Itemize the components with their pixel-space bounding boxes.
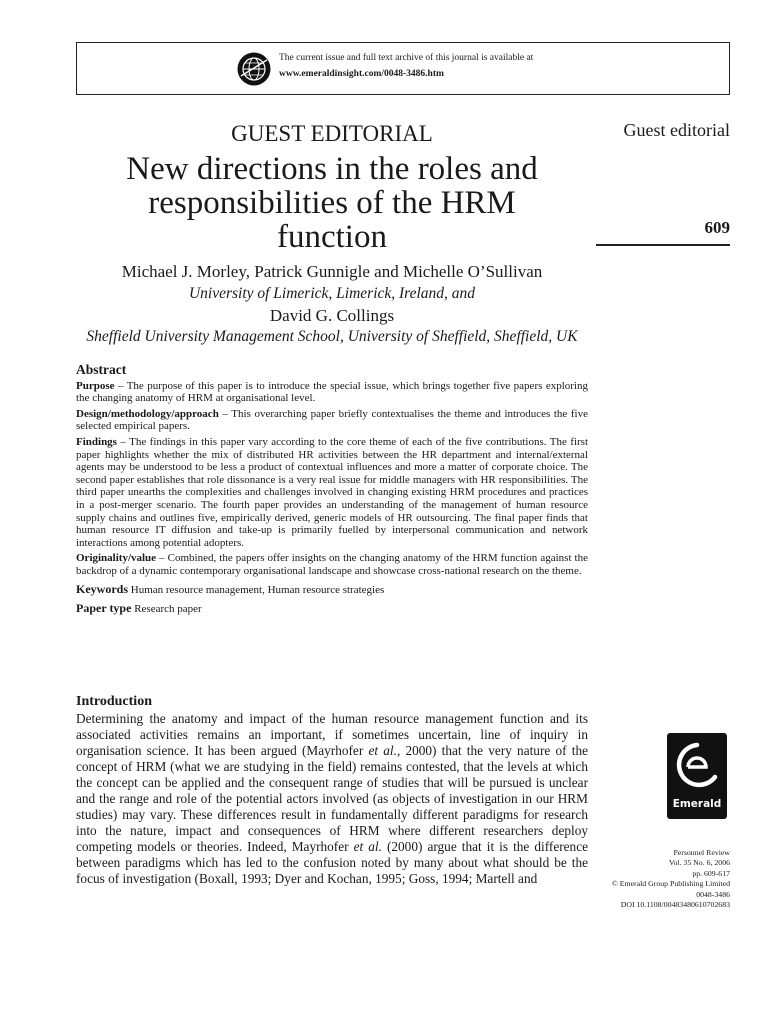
abstract-text: – The findings in this paper vary according to the core theme of each of the five contributions. The first paper highlights whether the mix of distributed HR activities between the HR department and internal/external agents may be understood to be less a product of contextual influences and more a matter of corporate choice. The second paper establishes that role dissonance is a very real issue for middle managers with HR responsibilities. The third paper unearths the complexities and challenges involved in changing existing HRM procedures and practices in a post-merger scenario. The fourth paper provides an understanding of the management of human resource supply chains and outlines five, empirically derived, generic models of HR outsourcing. The final paper finds that human resource IT diffusion and take-up is primarily fuelled by interpersonal communication and network interactions among potential adopters. xyxy=(76,435,588,549)
abstract-purpose xyxy=(76,380,588,405)
body-text: (2000) argue that it is the difference between paradigms which has led to the confusion noted by many about what should be the focus of investigation (Boxall, 1993; Dyer and Kochan, 1995; Goss, 1994; Martell and xyxy=(76,839,588,886)
emerald-logo xyxy=(667,733,727,819)
abstract-label: Originality/value xyxy=(76,552,157,565)
abstract-originality xyxy=(76,552,588,577)
globe-icon xyxy=(237,52,271,86)
introduction-paragraph xyxy=(76,711,588,887)
title-line: function xyxy=(277,219,387,255)
issn: 0048-3486 xyxy=(696,889,730,899)
abstract-text: – The purpose of this paper is to introduce the special issue, which brings together five papers exploring the changing anatomy of HRM at organisational level. xyxy=(76,379,588,405)
abstract-section xyxy=(76,364,588,619)
author-list: Michael J. Morley, Patrick Gunnigle and Michelle O’Sullivan xyxy=(121,262,543,281)
introduction-section xyxy=(76,694,588,887)
running-section-label: Guest editorial xyxy=(623,120,730,140)
abstract-text: – Combined, the papers offer insights on the changing anatomy of the HRM function against the backdrop of a dynamic contemporary organisational landscape and showcase cross-national research on the theme. xyxy=(76,552,588,577)
citation-etal: et al. xyxy=(368,743,397,758)
paper-type-text: Research paper xyxy=(131,603,202,616)
affiliation: University of Limerick, Limerick, Ireland, and xyxy=(188,285,476,302)
margin-rule xyxy=(596,244,730,246)
paper-type xyxy=(76,602,588,616)
keywords-text: Human resource management, Human resource strategies xyxy=(128,583,385,596)
volume-info: Vol. 35 No. 6, 2006 xyxy=(668,858,730,868)
section-label: GUEST EDITORIAL xyxy=(231,121,433,146)
abstract-text: – This overarching paper briefly contextualises the theme and introduces the five selected empirical papers. xyxy=(76,407,588,433)
introduction-heading: Introduction xyxy=(76,694,152,709)
page-range: pp. 609-617 xyxy=(692,868,730,878)
journal-url-link[interactable]: www.emeraldinsight.com/0048-3486.htm xyxy=(279,69,444,79)
page-number: 609 xyxy=(704,218,730,237)
body-text: Determining the anatomy and impact of the human resource management function and its associated activities remains an important, if sometimes uncertain, line of inquiry in organisation science. It has been argued (Mayrhofer xyxy=(76,711,588,758)
abstract-label: Purpose xyxy=(76,379,115,392)
abstract-label: Design/methodology/approach xyxy=(76,407,219,420)
title-line: responsibilities of the HRM xyxy=(148,185,516,221)
abstract-label: Findings xyxy=(76,435,117,448)
copyright: © Emerald Group Publishing Limited xyxy=(611,879,730,889)
journal-name: Personnel Review xyxy=(673,848,730,857)
author-list: David G. Collings xyxy=(269,306,395,325)
paper-type-label: Paper type xyxy=(76,601,132,616)
logo-wordmark: Emerald xyxy=(672,798,722,810)
doi: DOI 10.1108/00483480610702683 xyxy=(620,900,730,910)
keywords-label: Keywords xyxy=(76,581,128,596)
affiliation: Sheffield University Management School, University of Sheffield, Sheffield, UK xyxy=(86,328,578,345)
publication-info xyxy=(612,848,730,910)
abstract-findings xyxy=(76,436,588,549)
emerald-logo-icon xyxy=(673,741,721,793)
abstract-design xyxy=(76,408,588,433)
citation-etal: et al. xyxy=(353,839,382,854)
notice-text: The current issue and full text archive of this journal is available at xyxy=(279,53,534,63)
abstract-heading: Abstract xyxy=(76,362,127,377)
title-line: New directions in the roles and xyxy=(126,151,538,187)
keywords xyxy=(76,583,588,597)
article-title xyxy=(76,152,588,254)
journal-availability-notice xyxy=(76,42,730,95)
body-text: , 2000) that the very nature of the concept of HRM (what we are studying in the field) remains contested, that the levels at which the concept can be applied and the consequent range of studies that will be pursued is unclear and the range and role of the potential actors involved (as objects of investigation in our HRM studies) may vary. These differences result in fundamentally different paradigms for research into the nature, impact and consequences of HRM where different researchers deploy competing models or theories. Indeed, Mayrhofer xyxy=(76,743,588,854)
